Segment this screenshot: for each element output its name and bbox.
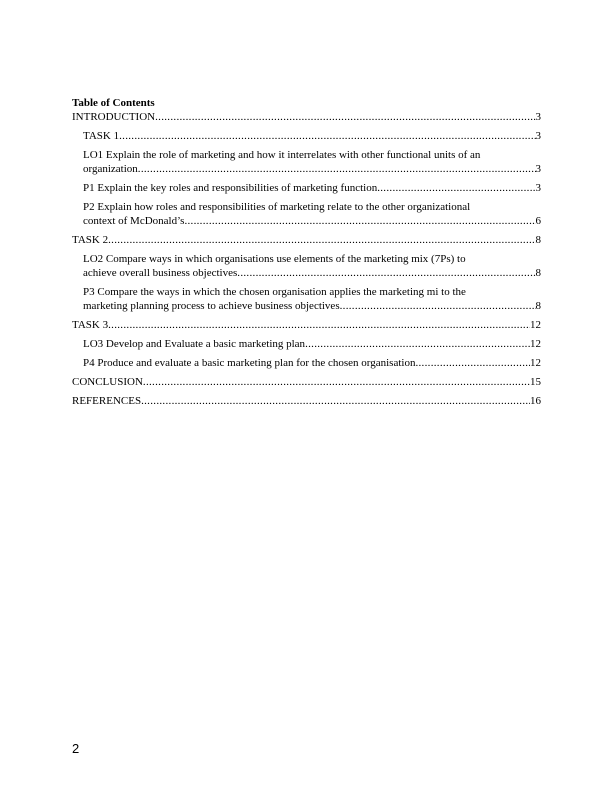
toc-entry-text-line2: marketing planning process to achieve business objectives [83,300,340,312]
dot-leader [143,375,530,389]
toc-entry-text: CONCLUSION [72,376,143,388]
toc-entry-text: LO3 Develop and Evaluate a basic marketing plan [83,338,306,350]
dot-leader [108,233,535,247]
toc-entry-references[interactable] [72,394,541,408]
toc-entry-text-line1: P2 Explain how roles and responsibilities of marketing relate to the other organizational [83,201,471,213]
toc-page-number: 12 [530,319,541,331]
toc-entry-task-2[interactable] [72,233,541,247]
dot-leader [237,266,535,280]
toc-page-number: 8 [535,234,541,246]
toc-entry-text: INTRODUCTION [72,111,156,123]
toc-entry-p3[interactable] [83,285,541,313]
toc-entry-text: P4 Produce and evaluate a basic marketing plan for the chosen organisation [83,357,416,369]
toc-page-number: 12 [530,357,541,369]
toc-entry-text-line1: LO2 Compare ways in which organisations use elements of the marketing mix (7Ps) to [83,253,466,265]
toc-page-number: 15 [530,376,541,388]
dot-leader [141,394,530,408]
toc-entry-text-line2: achieve overall business objectives [83,267,238,279]
toc-page-number: 8 [535,267,541,279]
toc-entry-text: P1 Explain the key roles and responsibilities of marketing function [83,182,378,194]
toc-entry-conclusion[interactable] [72,375,541,389]
toc-entry-lo1[interactable] [83,148,541,176]
dot-leader [415,356,530,370]
toc-entry-lo2[interactable] [83,252,541,280]
toc-entry-lo3[interactable] [83,337,541,351]
toc-entry-text-line1: P3 Compare the ways in which the chosen organisation applies the marketing mi to the [83,286,466,298]
toc-entry-task-3[interactable] [72,318,541,332]
toc-page-number: 3 [535,182,541,194]
dot-leader [377,181,535,195]
toc-entry-p2[interactable] [83,200,541,228]
dot-leader [184,214,535,228]
toc-page-number: 12 [530,338,541,350]
toc-entry-text: TASK 1 [83,130,120,142]
toc-entry-text: TASK 3 [72,319,109,331]
dot-leader [138,162,536,176]
toc-entry-text-line2: context of McDonald’s [83,215,185,227]
dot-leader [119,129,535,143]
dot-leader [340,299,536,313]
toc-page-number: 3 [535,111,541,123]
toc-entry-p4[interactable] [83,356,541,370]
toc-page-number: 3 [535,163,541,175]
toc-page-number: 3 [535,130,541,142]
dot-leader [155,110,535,124]
dot-leader [108,318,530,332]
toc-entry-text-line1: LO1 Explain the role of marketing and how it interrelates with other functional units of an [83,149,481,161]
toc-entry-p1[interactable] [83,181,541,195]
toc-heading: Table of Contents [72,97,155,109]
toc-page-number: 16 [530,395,541,407]
toc-page-number: 8 [535,300,541,312]
toc-entry-task-1[interactable] [83,129,541,143]
page-number: 2 [72,741,80,756]
dot-leader [305,337,530,351]
toc-entry-introduction[interactable] [72,110,541,124]
toc-entry-text: REFERENCES [72,395,142,407]
toc-entry-text-line2: organization [83,163,138,175]
toc-page-number: 6 [535,215,541,227]
table-of-contents [72,96,541,408]
toc-entry-text: TASK 2 [72,234,109,246]
